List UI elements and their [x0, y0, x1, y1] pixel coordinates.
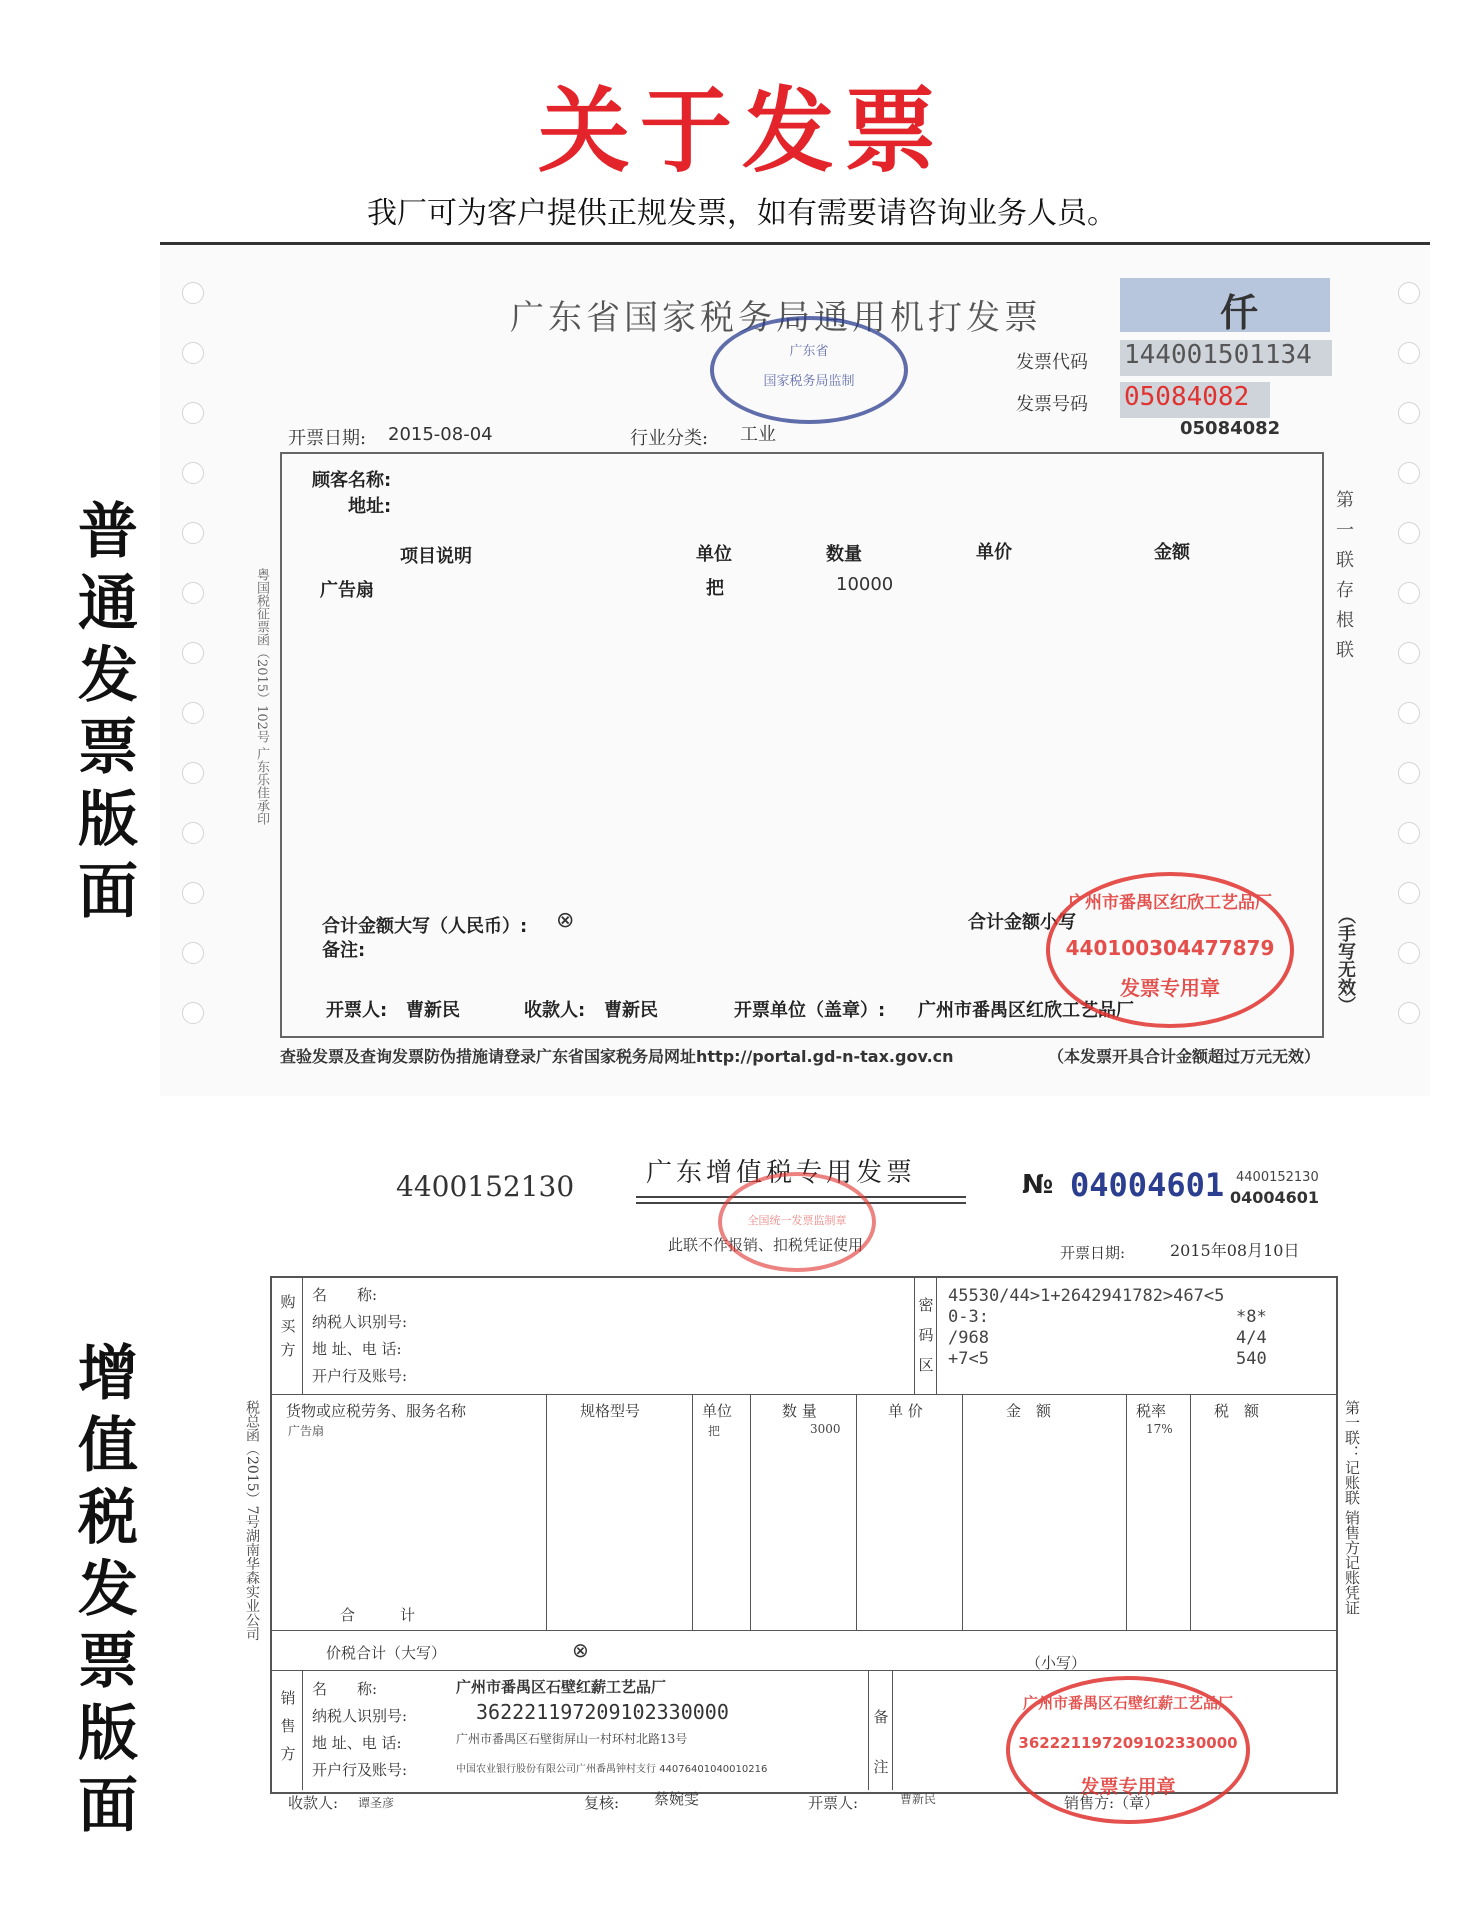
- grid-line: [914, 1276, 915, 1394]
- cipher-area-right: [1236, 1307, 1267, 1370]
- page-subtitle: 我厂可为客户提供正规发票，如有需要请咨询业务人员。: [367, 196, 1117, 231]
- grid-line: [692, 1394, 693, 1630]
- limit-notice: （本发票开具合计金额超过万元无效）: [1048, 1047, 1321, 1066]
- issuer-name: 广州市番禺区红欣工艺品厂: [918, 1000, 1134, 1021]
- column-header: 数量: [826, 544, 862, 565]
- tractor-hole: [1398, 462, 1420, 484]
- industry-label: 行业分类:: [630, 428, 709, 449]
- tractor-hole: [1398, 1002, 1420, 1024]
- seal-number: 362221197209102330000: [1018, 1734, 1238, 1752]
- denomination: 仟: [1220, 291, 1259, 335]
- payee-name: 曹新民: [604, 1000, 658, 1021]
- invoice-code-label: 发票代码: [1016, 352, 1088, 373]
- divider: [160, 242, 1430, 245]
- grid-line: [302, 1276, 303, 1394]
- cipher-line: *8*: [1236, 1307, 1267, 1327]
- side-char: 密: [918, 1296, 934, 1314]
- tractor-hole: [1398, 342, 1420, 364]
- invoice-title: 广东省国家税务局通用机打发票: [510, 298, 1042, 338]
- cross-circle-icon: ⊗: [556, 908, 575, 933]
- field-label: 地 址、电 话:: [312, 1340, 402, 1358]
- side-char: 销: [280, 1689, 296, 1707]
- label-char: 通: [78, 569, 138, 639]
- stamp-text: 广东省: [789, 344, 829, 359]
- side-char: 区: [918, 1356, 934, 1374]
- seal-name: 广州市番禺区红欣工艺品厂: [1068, 893, 1272, 913]
- column-header: 金额: [1154, 542, 1190, 563]
- industry-value: 工业: [740, 424, 776, 445]
- label-char: 面: [78, 1771, 138, 1841]
- remark-label: 备注:: [322, 940, 366, 961]
- cross-circle-icon: ⊗: [572, 1638, 589, 1662]
- label-char: 版: [78, 1699, 138, 1769]
- label-char: 版: [78, 785, 138, 855]
- field-label: 开户行及账号:: [312, 1761, 408, 1779]
- grid-line: [750, 1394, 751, 1630]
- stamp-text: 全国统一发票监制章: [747, 1214, 847, 1227]
- tractor-hole: [182, 822, 204, 844]
- vat-code-small: 4400152130: [1236, 1170, 1319, 1185]
- invoice-seal: [1046, 872, 1294, 1028]
- grid-line: [1190, 1394, 1191, 1630]
- label-char: 票: [78, 1627, 138, 1697]
- vat-code: 4400152130: [396, 1170, 575, 1203]
- grid-line: [868, 1670, 869, 1790]
- drawer-label: 开票人:: [326, 1000, 388, 1021]
- tractor-hole: [182, 582, 204, 604]
- item-qty: 3000: [810, 1422, 841, 1436]
- label-char: 普: [78, 497, 138, 567]
- seller-fields: [312, 1676, 407, 1784]
- tractor-hole: [1398, 762, 1420, 784]
- printer-margin-note: 税总函（2015）7号湖南华森实业公司: [244, 1400, 260, 1641]
- ordinary-invoice: [160, 246, 1430, 1096]
- tractor-hole: [1398, 882, 1420, 904]
- seller-name: 广州市番禺区石壁红薪工艺品厂: [456, 1678, 667, 1696]
- tractor-hole: [182, 942, 204, 964]
- item-tax-rate: 17%: [1146, 1422, 1173, 1436]
- side-char: 方: [280, 1745, 296, 1763]
- address-label: 地址:: [348, 496, 392, 517]
- tractor-hole: [182, 762, 204, 784]
- column-header: 单位: [702, 1402, 733, 1420]
- tractor-hole: [182, 342, 204, 364]
- date-label: 开票日期:: [1060, 1244, 1126, 1262]
- invoice-number-label: 发票号码: [1016, 394, 1088, 415]
- grid-line: [270, 1394, 1336, 1395]
- tractor-hole: [1398, 402, 1420, 424]
- total-label: 合 计: [340, 1606, 416, 1624]
- vat-title: 广东增值税专用发票: [646, 1158, 917, 1188]
- tractor-hole: [182, 462, 204, 484]
- stamp-text: 国家税务局监制: [763, 374, 855, 389]
- grid-line: [270, 1630, 1336, 1631]
- tractor-hole: [1398, 942, 1420, 964]
- tractor-hole: [182, 1002, 204, 1024]
- column-header: 数 量: [782, 1402, 817, 1420]
- invoice-number: 05084082: [1120, 382, 1270, 418]
- seal-sub: 发票专用章: [1080, 1776, 1176, 1798]
- price-tax-label: 价税合计（大写）: [326, 1644, 447, 1662]
- column-header: 税率: [1136, 1402, 1167, 1420]
- remark-side-label: [872, 1692, 890, 1792]
- grid-line: [892, 1670, 893, 1790]
- grid-line: [270, 1670, 1336, 1671]
- cipher-line: +7<5: [948, 1349, 989, 1369]
- payee-label: 收款人:: [524, 1000, 586, 1021]
- total-label: 合计金额小写: [968, 912, 1076, 933]
- column-header: 单位: [696, 544, 732, 565]
- seller-tax-id: 362221197209102330000: [476, 1700, 729, 1724]
- seller-bank: 中国农业银行股份有限公司广州番禺钟村支行 44076401040010216: [456, 1764, 768, 1775]
- invoice-code: 144001501134: [1120, 340, 1332, 376]
- label-char: 增: [78, 1339, 138, 1409]
- tractor-hole: [182, 522, 204, 544]
- label-char: 面: [78, 857, 138, 927]
- field-label: 名 称:: [312, 1286, 378, 1304]
- item-unit: 把: [708, 1424, 721, 1438]
- side-char: 备: [873, 1708, 889, 1726]
- vat-date: 2015年08月10日: [1170, 1241, 1300, 1260]
- field-label: 纳税人识别号:: [312, 1707, 408, 1725]
- drawer-name: 曹新民: [406, 1000, 460, 1021]
- column-header: 货物或应税劳务、服务名称: [286, 1402, 467, 1420]
- grid-line: [1126, 1394, 1127, 1630]
- grid-line: [856, 1394, 857, 1630]
- grid-line: [546, 1394, 547, 1630]
- column-header: 单 价: [888, 1402, 923, 1420]
- number-symbol: №: [1022, 1170, 1054, 1200]
- drawer-label: 开票人:: [808, 1794, 859, 1812]
- tractor-hole: [1398, 282, 1420, 304]
- field-label: 地 址、电 话:: [312, 1734, 402, 1752]
- seal-number: 440100304477879: [1065, 936, 1275, 960]
- handwrite-notice: （手写无效）: [1335, 906, 1356, 1014]
- tractor-hole: [182, 282, 204, 304]
- column-header: 税 额: [1214, 1402, 1260, 1420]
- cipher-line: /968: [948, 1328, 989, 1348]
- seal-name: 广州市番禺区石壁红薪工艺品厂: [1022, 1694, 1233, 1712]
- grid-line: [302, 1670, 303, 1790]
- side-char: 码: [918, 1326, 934, 1344]
- column-header: 金 额: [1006, 1402, 1052, 1420]
- vat-number: 04004601: [1070, 1166, 1225, 1204]
- buyer-fields: [312, 1282, 407, 1390]
- side-char: 方: [280, 1341, 296, 1359]
- copy-label: 第一联：记账联 销售方记账凭证: [1343, 1400, 1361, 1615]
- column-header: 规格型号: [580, 1402, 641, 1420]
- column-header: 单价: [976, 542, 1012, 563]
- tractor-hole: [182, 402, 204, 424]
- side-char: 售: [280, 1717, 296, 1735]
- tractor-hole: [182, 642, 204, 664]
- small-amount-label: （小写）: [1026, 1654, 1087, 1672]
- item-name: 广告扇: [320, 580, 374, 601]
- label-char: 值: [78, 1411, 138, 1481]
- side-char: 注: [873, 1758, 889, 1776]
- seller-sign-label: 销售方:（章）: [1064, 1794, 1160, 1812]
- column-header: 项目说明: [400, 546, 472, 567]
- tractor-hole: [182, 882, 204, 904]
- verify-notice: 查验发票及查询发票防伪措施请登录广东省国家税务局网址http://portal.gd-n-tax.gov.cn: [280, 1047, 954, 1066]
- payee-name: 谭圣彦: [358, 1796, 395, 1810]
- cipher-line: 4/4: [1236, 1328, 1267, 1348]
- page-title: 关于发票: [537, 78, 946, 185]
- vat-invoice: [160, 1130, 1440, 1810]
- tractor-hole: [182, 702, 204, 724]
- invoice-date: 2015-08-04: [388, 424, 493, 445]
- copy-label: 第一联存根联: [1333, 490, 1354, 670]
- printer-margin-note: 粤国税征票函（2015）102号 广东乐佳承印: [254, 568, 269, 826]
- item-qty: 10000: [836, 574, 894, 595]
- supervision-stamp: [718, 1172, 876, 1272]
- customer-label: 顾客名称:: [312, 470, 392, 491]
- seal-sub: 发票专用章: [1120, 976, 1220, 1000]
- cipher-line: 0-3:: [948, 1307, 989, 1327]
- label-char: 发: [78, 641, 138, 711]
- seller-address: 广州市番禺区石壁街屏山一村环村北路13号: [456, 1732, 688, 1746]
- tractor-hole: [1398, 702, 1420, 724]
- cipher-line: 540: [1236, 1349, 1267, 1369]
- tractor-hole: [1398, 642, 1420, 664]
- label-char: 发: [78, 1555, 138, 1625]
- tractor-hole: [1398, 582, 1420, 604]
- vat-notice: 此联不作报销、扣税凭证使用: [668, 1236, 864, 1254]
- label-char: 票: [78, 713, 138, 783]
- date-label: 开票日期:: [288, 428, 367, 449]
- total-words-label: 合计金额大写（人民币）:: [322, 916, 528, 937]
- cipher-area: [948, 1286, 1224, 1370]
- item-name: 广告扇: [288, 1424, 325, 1438]
- vat-number-small: 04004601: [1230, 1188, 1320, 1207]
- label-char: 税: [78, 1483, 138, 1553]
- reviewer-name: 蔡婉雯: [654, 1790, 700, 1808]
- cipher-line: 45530/44>1+2642941782>467<5: [948, 1286, 1225, 1306]
- section-label-vat-invoice: [72, 1338, 144, 1842]
- issuer-label: 开票单位（盖章）:: [734, 1000, 886, 1021]
- reviewer-label: 复核:: [584, 1794, 620, 1812]
- denomination-box: [1120, 278, 1330, 335]
- side-char: 买: [280, 1317, 296, 1335]
- tractor-hole: [1398, 822, 1420, 844]
- section-label-ordinary-invoice: [72, 496, 144, 928]
- side-char: 购: [280, 1293, 296, 1311]
- item-unit: 把: [706, 578, 724, 599]
- drawer-name: 曹新民: [900, 1792, 937, 1806]
- field-label: 纳税人识别号:: [312, 1313, 408, 1331]
- payee-label: 收款人:: [288, 1794, 339, 1812]
- tractor-hole: [1398, 522, 1420, 544]
- seller-side-label: [278, 1684, 298, 1768]
- field-label: 开户行及账号:: [312, 1367, 408, 1385]
- tax-bureau-stamp: [710, 316, 908, 424]
- field-label: 名 称:: [312, 1680, 378, 1698]
- invoice-number-printed: 05084082: [1180, 418, 1281, 439]
- grid-line: [962, 1394, 963, 1630]
- cipher-side-label: [918, 1290, 934, 1380]
- grid-line: [936, 1276, 937, 1394]
- buyer-side-label: [278, 1290, 298, 1362]
